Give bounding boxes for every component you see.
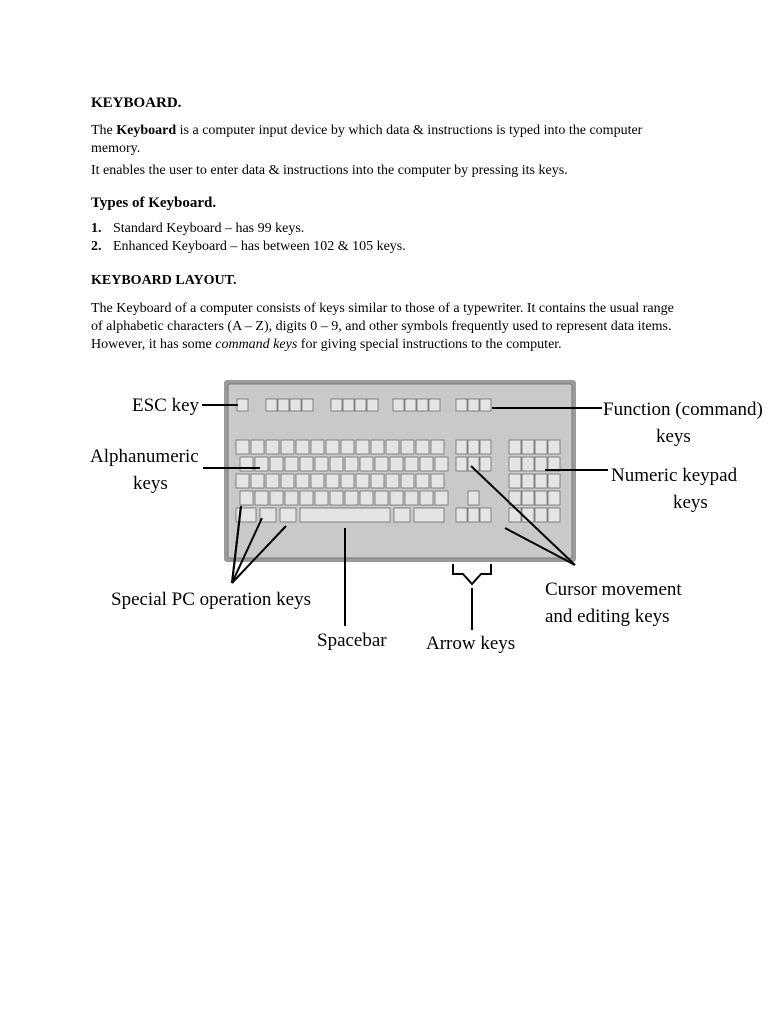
arrow-key bbox=[468, 508, 479, 522]
alphanumeric-key bbox=[360, 491, 373, 505]
alphanumeric-key bbox=[300, 457, 313, 471]
alphanumeric-key bbox=[375, 491, 388, 505]
list-text: Enhanced Keyboard – has between 102 & 105 keys. bbox=[113, 239, 406, 254]
special-keys-label: Special PC operation keys bbox=[111, 589, 311, 610]
alphanumeric-key bbox=[330, 457, 343, 471]
list-item bbox=[91, 238, 681, 256]
alphanumeric-label-2: keys bbox=[133, 473, 168, 494]
alphanumeric-key bbox=[345, 491, 358, 505]
numeric-key bbox=[548, 491, 560, 505]
alphanumeric-key bbox=[315, 457, 328, 471]
function-key bbox=[393, 399, 404, 411]
arrow-key bbox=[480, 508, 491, 522]
arrow-keys-label: Arrow keys bbox=[426, 633, 516, 654]
numeric-key bbox=[535, 491, 547, 505]
alphanumeric-key bbox=[281, 474, 294, 488]
intro-keyword: Keyboard bbox=[116, 123, 177, 138]
numeric-key bbox=[535, 508, 547, 522]
numeric-key bbox=[509, 474, 521, 488]
function-key bbox=[331, 399, 342, 411]
function-keys-label-2: keys bbox=[656, 426, 691, 447]
alt-key bbox=[394, 508, 410, 522]
alphanumeric-key bbox=[296, 440, 309, 454]
alphanumeric-key bbox=[356, 474, 369, 488]
alphanumeric-key bbox=[416, 440, 429, 454]
alphanumeric-key bbox=[240, 491, 253, 505]
types-list bbox=[91, 220, 681, 256]
alphanumeric-key bbox=[345, 457, 358, 471]
alphanumeric-key bbox=[236, 474, 249, 488]
numeric-keypad-label-2: keys bbox=[673, 492, 708, 513]
layout-heading: KEYBOARD LAYOUT. bbox=[91, 273, 237, 288]
list-number: 1. bbox=[91, 221, 102, 236]
page-title: KEYBOARD. bbox=[91, 95, 182, 111]
system-key bbox=[468, 399, 479, 411]
alphanumeric-key bbox=[255, 491, 268, 505]
alt-key bbox=[280, 508, 296, 522]
alphanumeric-key bbox=[251, 474, 264, 488]
editing-key bbox=[480, 457, 491, 471]
function-key bbox=[266, 399, 277, 411]
alphanumeric-key bbox=[405, 457, 418, 471]
numeric-key bbox=[509, 440, 521, 454]
alphanumeric-key bbox=[360, 457, 373, 471]
intro-prefix: The bbox=[91, 123, 117, 138]
alphanumeric-key bbox=[341, 440, 354, 454]
alphanumeric-key bbox=[326, 440, 339, 454]
alphanumeric-key bbox=[311, 440, 324, 454]
alphanumeric-key bbox=[390, 457, 403, 471]
function-key bbox=[343, 399, 354, 411]
alphanumeric-key bbox=[285, 457, 298, 471]
editing-key bbox=[468, 440, 479, 454]
numeric-key bbox=[548, 440, 560, 454]
function-key bbox=[278, 399, 289, 411]
system-key bbox=[456, 399, 467, 411]
numeric-key bbox=[522, 491, 534, 505]
types-heading: Types of Keyboard. bbox=[91, 195, 217, 211]
alphanumeric-key bbox=[371, 474, 384, 488]
numeric-key bbox=[522, 440, 534, 454]
alphanumeric-key bbox=[420, 457, 433, 471]
list-number: 2. bbox=[91, 239, 102, 254]
numeric-key bbox=[509, 508, 521, 522]
alphanumeric-key bbox=[315, 491, 328, 505]
numeric-key bbox=[522, 474, 534, 488]
function-keys-label: Function (command) bbox=[603, 399, 763, 420]
numeric-keypad-label: Numeric keypad bbox=[611, 465, 738, 486]
windows-key bbox=[260, 508, 276, 522]
editing-key bbox=[456, 457, 467, 471]
layout-italic: command keys bbox=[215, 337, 298, 352]
numeric-key bbox=[535, 474, 547, 488]
cursor-movement-label: Cursor movement bbox=[545, 579, 682, 600]
alphanumeric-key bbox=[401, 440, 414, 454]
numeric-key bbox=[522, 457, 534, 471]
list-item bbox=[91, 220, 681, 238]
alphanumeric-label: Alphanumeric bbox=[90, 446, 199, 467]
alphanumeric-key bbox=[296, 474, 309, 488]
alphanumeric-key bbox=[420, 491, 433, 505]
alphanumeric-key bbox=[375, 457, 388, 471]
alphanumeric-key bbox=[386, 474, 399, 488]
alphanumeric-key bbox=[431, 440, 444, 454]
esc-key bbox=[237, 399, 248, 411]
intro-rest: is a computer input device by which data & instructions is typed into the computer memory. bbox=[91, 123, 643, 156]
cursor-movement-label-2: and editing keys bbox=[545, 606, 670, 627]
alphanumeric-key bbox=[281, 440, 294, 454]
esc-key-label: ESC key bbox=[132, 395, 200, 416]
alphanumeric-key bbox=[431, 474, 444, 488]
function-key bbox=[290, 399, 301, 411]
list-text: Standard Keyboard – has 99 keys. bbox=[113, 221, 305, 236]
alphanumeric-key bbox=[266, 440, 279, 454]
alphanumeric-key bbox=[326, 474, 339, 488]
alphanumeric-key bbox=[300, 491, 313, 505]
alphanumeric-key bbox=[285, 491, 298, 505]
alphanumeric-key bbox=[435, 457, 448, 471]
intro-paragraph-2: It enables the user to enter data & instructions into the computer by pressing its keys. bbox=[91, 163, 568, 178]
function-key bbox=[417, 399, 428, 411]
ctrl-key bbox=[414, 508, 444, 522]
alphanumeric-key bbox=[341, 474, 354, 488]
alphanumeric-key bbox=[356, 440, 369, 454]
alphanumeric-key bbox=[311, 474, 324, 488]
keyboard-diagram bbox=[90, 378, 768, 660]
alphanumeric-key bbox=[236, 440, 249, 454]
arrow-key bbox=[456, 508, 467, 522]
alphanumeric-key bbox=[390, 491, 403, 505]
layout-text-before: The Keyboard of a computer consists of keys similar to those of a typewriter. It contains the usual range of alphabetic characters (A – Z), digits 0 – 9, and other symbols frequently used to represent data items. However, it has some bbox=[91, 301, 674, 352]
alphanumeric-key bbox=[330, 491, 343, 505]
alphanumeric-key bbox=[386, 440, 399, 454]
numeric-key bbox=[535, 440, 547, 454]
editing-key bbox=[480, 440, 491, 454]
alphanumeric-key bbox=[401, 474, 414, 488]
alphanumeric-key bbox=[270, 491, 283, 505]
alphanumeric-key bbox=[270, 457, 283, 471]
function-key bbox=[405, 399, 416, 411]
layout-paragraph bbox=[91, 300, 681, 354]
alphanumeric-key bbox=[416, 474, 429, 488]
arrow-key bbox=[468, 491, 479, 505]
numeric-key bbox=[509, 457, 521, 471]
intro-paragraph bbox=[91, 122, 681, 158]
numeric-key bbox=[548, 474, 560, 488]
function-key bbox=[302, 399, 313, 411]
function-key bbox=[429, 399, 440, 411]
alphanumeric-key bbox=[371, 440, 384, 454]
alphanumeric-key bbox=[266, 474, 279, 488]
document-body bbox=[91, 94, 681, 358]
spacebar-label: Spacebar bbox=[317, 630, 387, 651]
alphanumeric-key bbox=[405, 491, 418, 505]
numeric-key bbox=[535, 457, 547, 471]
function-key bbox=[367, 399, 378, 411]
spacebar-key bbox=[300, 508, 390, 522]
system-key bbox=[480, 399, 491, 411]
alphanumeric-key bbox=[251, 440, 264, 454]
numeric-key bbox=[548, 508, 560, 522]
numeric-key bbox=[548, 457, 560, 471]
alphanumeric-key bbox=[435, 491, 448, 505]
function-key bbox=[355, 399, 366, 411]
layout-text-after: for giving special instructions to the computer. bbox=[297, 337, 562, 352]
editing-key bbox=[456, 440, 467, 454]
